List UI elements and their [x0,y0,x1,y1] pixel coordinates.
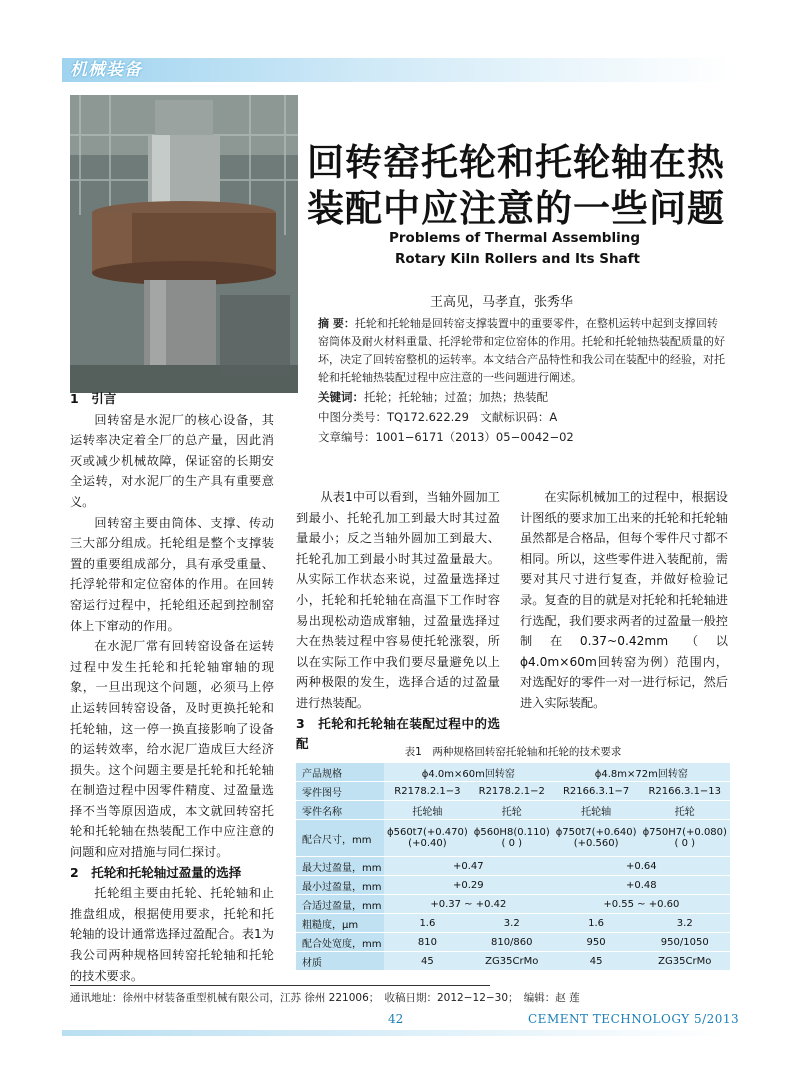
table-cell [384,820,471,857]
table-cell [553,820,640,857]
table-cell: R2166.3.1−7 [553,782,640,801]
paragraph: 从表1中可以看到，当轴外圆加工到最小、托轮孔加工到最大时其过盈量最小；反之当轴外圆加工到最大、托轮孔加工到最小时其过盈量最大。从实际工作状态来说，过盈量选择过小，托轮和托轮轴在高温下工作时容易出现松动造成窜轴，过盈量选择过大在热装过程中容易使托轮涨裂，所以在实际工作中我们要尽量避免以上两种极限的发生，选择合适的过盈量进行热装配。 [296,490,500,710]
title-chinese [306,140,726,232]
table-cell: 1.6 [553,914,640,933]
table-cell: 950 [553,933,640,952]
clc-line: 中图分类号：TQ172.622.29 文献标识码：A [318,410,558,424]
keywords: 托轮；托轮轴；过盈；加热；热装配 [364,390,548,404]
spec-table [296,763,730,971]
table-cell: 配合尺寸，mm [296,820,384,857]
table-row [296,914,730,933]
paragraph: 在水泥厂常有回转窑设备在运转过程中发生托轮和托轮轴窜轴的现象，一旦出现这个问题，必须马上停止运转回转窑设备，及时更换托轮和托轮轴，这一停一换直接影响了设备的运转效率，给水泥厂造成巨大经济损失。这个问题主要是托轮和托轮轴在制造过程中因零件精度、过盈量选择不当等原因造成，本文就回转窑托轮和托轮轴在热装配工作中应注意的问题和应对措施与同仁探讨。 [70,639,274,860]
fit-tolerance: ( 0 ) [501,838,523,849]
paragraph: 托轮组主要由托轮、托轮轴和止推盘组成，根据使用要求，托轮和托轮轴的设计通常选择过盈配合。表1为我公司两种规格回转窑托轮轴和托轮的技术要求。 [70,886,274,983]
table-cell: 零件图号 [296,782,384,801]
paragraph: 回转窑主要由筒体、支撑、传动三大部分组成。托轮组是整个支撑装置的重要组成部分，具有承受重量、托浮轮带和定位窑体的作用。在回转窑运行过程中，托轮组还起到控制窑体上下窜动的作用。 [70,515,274,633]
kiln-roller-photo [70,95,298,393]
table-cell: 托轮 [471,801,553,820]
title-english [380,228,640,270]
table-cell: 托轮轴 [384,801,471,820]
table-cell: +0.48 [553,876,730,895]
table-cell: 45 [553,952,640,971]
table-cell: 合适过盈量，mm [296,895,384,914]
table-row [296,933,730,952]
title-cn-line1: 回转窑托轮和托轮轴在热 [307,141,725,184]
table-cell: 配合处宽度，mm [296,933,384,952]
paragraph: 在实际机械加工的过程中，根据设计图纸的要求加工出来的托轮和托轮轴虽然都是合格品，但每个零件尺寸都不相同。所以，这些零件进入装配前，需要对其尺寸进行复查，并做好检验记录。复查的目的就是对托轮和托轮轴进行选配，我们要求两者的过盈量一般控制在0.37~0.42mm（以ϕ4.0m×60m回转窑为例）范围内，对选配好的零件一对一进行标记，然后进入实际装配。 [520,490,728,710]
table-cell: 最大过盈量，mm [296,857,384,876]
table-row [296,801,730,820]
table-cell: R2178.2.1−2 [471,782,553,801]
fit-value: ϕ560H8(0.110) [473,827,550,838]
column-middle [296,487,500,755]
table-row [296,763,730,782]
table-cell: +0.64 [553,857,730,876]
table-caption: 表1 两种规格回转窑托轮轴和托轮的技术要求 [404,746,622,758]
table-cell: 产品规格 [296,763,384,782]
table-cell: ϕ4.0m×60m回转窑 [384,763,553,782]
table-cell: 零件名称 [296,801,384,820]
table-row [296,895,730,914]
table-cell: R2178.2.1−3 [384,782,471,801]
footer-note: 通讯地址：徐州中材装备重型机械有限公司，江苏 徐州 221006； 收稿日期：2012−12−30； 编辑：赵 莲 [70,992,580,1004]
footer-divider [70,985,490,986]
keywords-line [318,387,728,407]
article-number: 文章编号：1001−6171（2013）05−0042−02 [318,430,574,444]
abstract-block [318,315,728,447]
table-cell: 950/1050 [640,933,731,952]
footer-band [62,1030,732,1036]
table-cell: R2166.3.1−13 [640,782,731,801]
table-cell: 810 [384,933,471,952]
table-cell: 3.2 [640,914,731,933]
abstract-body: 托轮和托轮轴是回转窑支撑装置中的重要零件，在整机运转中起到支撑回转窑筒体及耐火材料重量、托浮轮带和定位窑体的作用。托轮和托轮轴热装配质量的好坏，决定了回转窑整机的运转率。本文结合产品特性和我公司在装配中的经验，对托轮和托轮轴热装配过程中应注意的一些问题进行阐述。 [318,317,725,384]
section-1-heading: 1 引言 [70,391,117,406]
table-cell: +0.37 ~ +0.42 [384,895,553,914]
title-en-line2: Rotary Kiln Rollers and Its Shaft [395,251,640,267]
section-header-bar [62,58,732,82]
table-cell: 810/860 [471,933,553,952]
table-cell: ZG35CrMo [471,952,553,971]
authors: 王高见，马孝直，张秀华 [430,295,574,310]
journal-name: CEMENT TECHNOLOGY 5/2013 [528,1012,740,1026]
table-cell: 材质 [296,952,384,971]
table-cell: +0.29 [384,876,553,895]
paragraph: 回转窑是水泥厂的核心设备，其运转率决定着全厂的总产量，因此消灭或减少机械故障，保证窑的长期安全运转，对水泥厂的生产具有重要意义。 [70,412,274,509]
fit-tolerance: ( 0 ) [674,838,696,849]
fit-value: ϕ750H7(+0.080) [642,827,727,838]
table-row [296,952,730,971]
fit-tolerance: (+0.560) [573,838,619,849]
section-tag: 机械装备 [70,60,142,80]
table-cell: 45 [384,952,471,971]
abstract-text [318,315,728,387]
title-en-line1: Problems of Thermal Assembling [389,230,640,246]
table-cell: 粗糙度，μm [296,914,384,933]
keywords-label: 关键词： [318,390,364,404]
table-cell: 托轮轴 [553,801,640,820]
table-row [296,876,730,895]
column-right [520,487,728,714]
table-cell: ZG35CrMo [640,952,731,971]
fit-value: ϕ560t7(+0.470) [387,827,468,838]
table-cell [471,820,553,857]
table-row [296,820,730,857]
fit-tolerance: (+0.40) [408,838,447,849]
table-cell: 托轮 [640,801,731,820]
section-2-heading: 2 托轮和托轮轴过盈量的选择 [70,864,242,880]
table-cell: ϕ4.8m×72m回转窑 [553,763,730,782]
table-cell: 1.6 [384,914,471,933]
fit-value: ϕ750t7(+0.640) [555,827,637,838]
table-row [296,782,730,801]
page-number: 42 [388,1012,404,1026]
table-cell: +0.55 ~ +0.60 [553,895,730,914]
table-row [296,857,730,876]
section-3-heading: 3 托轮和托轮轴在装配过程中的选配 [296,715,500,752]
title-cn-line2: 装配中应注意的一些问题 [307,187,725,230]
abstract-label: 摘 要： [318,317,355,330]
table-cell: 最小过盈量，mm [296,876,384,895]
column-left [70,389,274,986]
table-cell: +0.47 [384,857,553,876]
table-cell: 3.2 [471,914,553,933]
table-cell [640,820,731,857]
